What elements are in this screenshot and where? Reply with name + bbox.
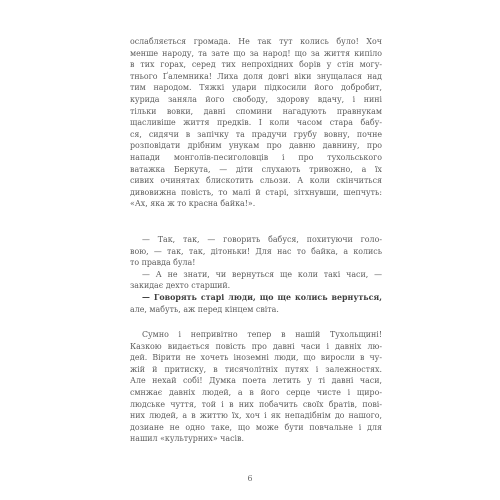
text-line: курида заняла його свободу, здорову вдачу, і нині <box>130 94 382 104</box>
text-line: «Ах, яка ж то красна байка!». <box>130 199 256 209</box>
text-line: тнього Ґалемника! Лиха доля довгі віки знущалася над <box>130 71 382 81</box>
text-line: розповідати дрібним унукам про давню давнину, про <box>130 141 382 151</box>
text-line: в тих горах, серед тих непрохідних борів у стін могу- <box>130 60 382 70</box>
text-line: дивовижна повість, то малі й старі, зітхнувши, шепчуть: <box>130 187 382 197</box>
text-line: Але нехай собі! Думка поета летить у ті давні часи, <box>130 376 382 386</box>
paragraph-closing <box>130 329 382 445</box>
dialogue-line: — А не знати, чи вернуться ще коли такі часи, — <box>142 269 382 279</box>
text-line: ослабляється громада. Не так тут колись було! Хоч <box>130 37 382 46</box>
text-line: жій й притиску, в тисячолітніх путях і залежностях. <box>130 364 382 374</box>
text-line: ватажка Беркута, — діти слухають тривожно, а їх <box>130 164 382 174</box>
text-line: щасливіше життя предків. І коли часом стара бабу- <box>130 118 382 128</box>
text-line: тим народом. Тяжкі удари підкосили його добробит, <box>130 83 382 93</box>
text-line: людське чуття, той і в них побачить своїх братів, пові- <box>130 399 382 409</box>
dialogue-line: але, мабуть, аж перед кінцем світа. <box>130 304 279 314</box>
text-line: менше народу, та зате що за народ! що за життя кипіло <box>130 48 382 58</box>
text-line: напади монголів-песиголовців і про тухольського <box>130 152 382 162</box>
text-line: Сумно і непривітно тепер в нашій Тухольщині! <box>142 330 382 339</box>
dialogue-line: закидає дехто старший. <box>130 281 231 291</box>
paragraph-dialogue <box>130 234 382 315</box>
page-number: 6 <box>247 474 253 483</box>
paragraph-intro <box>130 36 382 210</box>
text-line: Казкою видається повість про давні часи і давніх лю- <box>130 341 382 351</box>
text-line: тільки вовки, давні спомини нагадують правнукам <box>130 106 382 116</box>
dialogue-line: то правда була! <box>130 258 196 268</box>
text-line: дозиане не одно таке, що може бути повчальне і для <box>130 422 382 432</box>
dialogue-line: — Говорять старі люди, що ще колись вернуться, <box>142 292 382 302</box>
dialogue-line: вою, — так, так, дітоньки! Для нас то байка, а колись <box>130 246 382 256</box>
text-line: них людей, а в життю їх, хоч і як непадібнім до нашого, <box>130 411 382 421</box>
text-line: смнжає давніх людей, а в його серце чисте і щиро- <box>130 387 382 397</box>
text-line: ся, сидячи в запічку та прадучи грубу вовну, почне <box>130 129 382 139</box>
text-line: дей. Вірити не хочеть іноземні люди, що виросли в чу- <box>130 353 382 363</box>
dialogue-line: — Так, так, — говорить бабуся, похитуючи голо- <box>142 235 382 244</box>
text-line: сивих очинятах блискотить сльози. А коли скінчиться <box>130 176 382 186</box>
text-line: нашил «культурних» часів. <box>130 434 244 444</box>
